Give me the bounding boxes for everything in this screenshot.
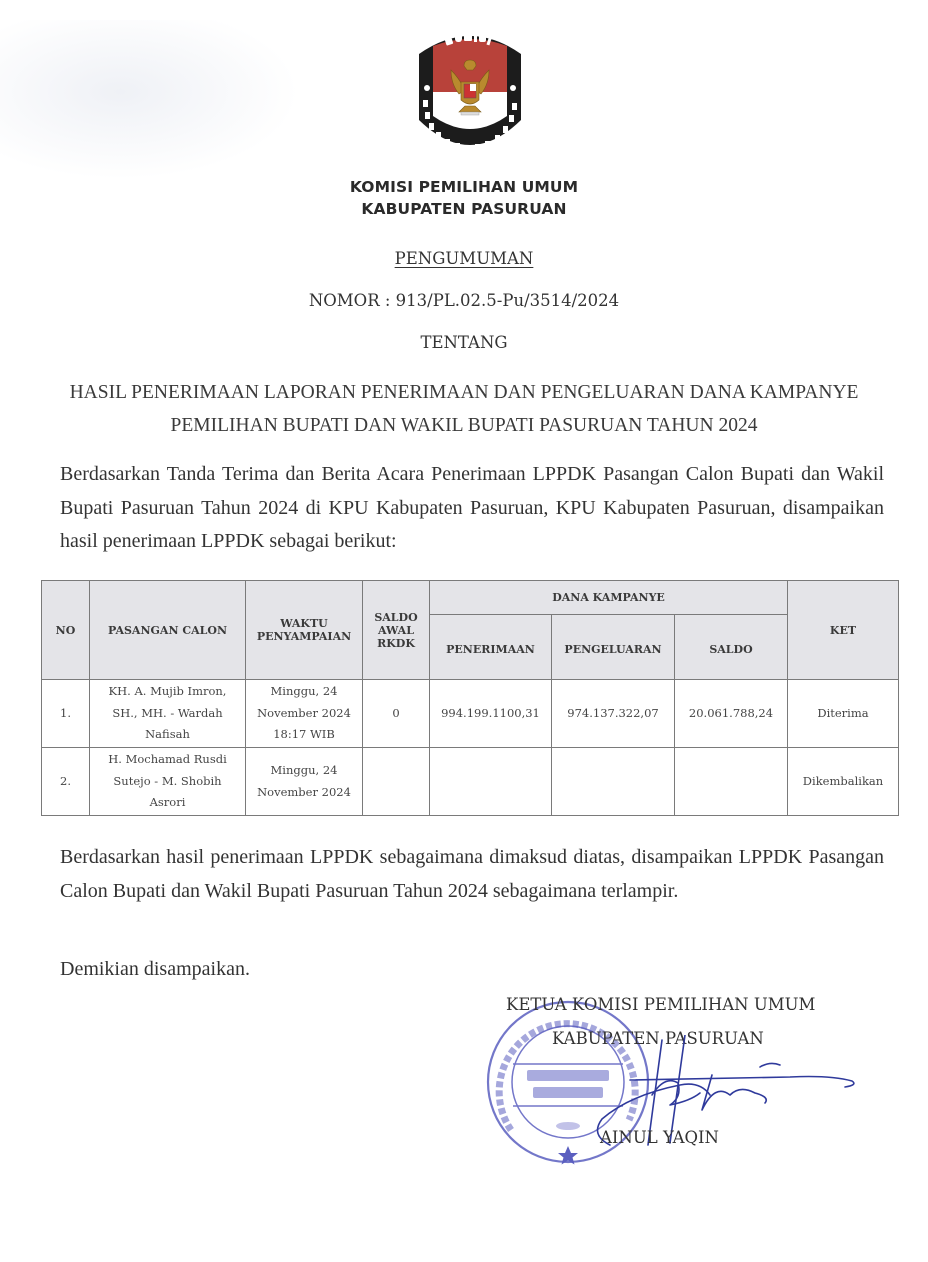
header-receipts: PENERIMAAN: [430, 615, 552, 680]
table-row: [42, 748, 899, 816]
cell-no: 2.: [42, 748, 90, 816]
cell-candidates: H. Mochamad Rusdi Sutejo - M. Shobih Asrori: [90, 748, 246, 816]
cell-receipts: 994.199.1100,31: [430, 680, 552, 748]
org-name-line1: KOMISI PEMILIHAN UMUM: [349, 178, 579, 196]
header-opening-balance: SALDO AWAL RKDK: [363, 581, 430, 680]
header-remarks: KET: [788, 581, 899, 680]
signatory-name: AINUL YAQIN: [600, 1128, 719, 1147]
announcement-heading: PENGUMUMAN: [394, 249, 534, 268]
table-row: [42, 680, 899, 748]
cell-remarks: Diterima: [788, 680, 899, 748]
conclusion-paragraph: Berdasarkan hasil penerimaan LPPDK sebagaimana dimaksud diatas, disampaikan LPPDK Pasangan Calon Bupati dan Wakil Bupati Pasuruan Tahun 2024 sebagaimana terlampir.: [60, 846, 884, 902]
cell-time: Minggu, 24 November 2024 18:17 WIB: [246, 680, 363, 748]
signatory-title-line2: KABUPATEN PASURUAN: [552, 1029, 764, 1048]
cell-receipts: [430, 748, 552, 816]
kpu-logo-icon: [411, 24, 529, 160]
header-expenses: PENGELUARAN: [552, 615, 675, 680]
announcement-number: NOMOR : 913/PL.02.5-Pu/3514/2024: [308, 291, 620, 310]
closing-text: Demikian disampaikan.: [60, 958, 250, 980]
header-no: NO: [42, 581, 90, 680]
cell-opening-balance: [363, 748, 430, 816]
header-candidates: PASANGAN CALON: [90, 581, 246, 680]
cell-no: 1.: [42, 680, 90, 748]
cell-time: Minggu, 24 November 2024: [246, 748, 363, 816]
signatory-title-line1: KETUA KOMISI PEMILIHAN UMUM: [506, 995, 816, 1014]
cell-expenses: [552, 748, 675, 816]
cell-balance: [675, 748, 788, 816]
table-header-row: [42, 581, 899, 615]
campaign-funds-table: [41, 580, 899, 816]
intro-paragraph: Berdasarkan Tanda Terima dan Berita Acara Penerimaan LPPDK Pasangan Calon Bupati dan Wakil Bupati Pasuruan Tahun 2024 di KPU Kabupaten Pasuruan, KPU Kabupaten Pasuruan, disampaikan hasil penerimaan LPPDK sebagai berikut:: [60, 463, 884, 552]
cell-expenses: 974.137.322,07: [552, 680, 675, 748]
announcement-title-line1: HASIL PENERIMAAN LAPORAN PENERIMAAN DAN PENGELUARAN DANA KAMPANYE: [69, 382, 859, 403]
announcement-about: TENTANG: [420, 333, 508, 352]
header-balance: SALDO: [675, 615, 788, 680]
announcement-title-line2: PEMILIHAN BUPATI DAN WAKIL BUPATI PASURUAN TAHUN 2024: [170, 415, 758, 436]
org-name-line2: KABUPATEN PASURUAN: [361, 200, 567, 218]
cell-remarks: Dikembalikan: [788, 748, 899, 816]
cell-candidates: KH. A. Mujib Imron, SH., MH. - Wardah Nafisah: [90, 680, 246, 748]
header-campaign-funds: DANA KAMPANYE: [430, 581, 788, 615]
header-time: WAKTU PENYAMPAIAN: [246, 581, 363, 680]
cell-opening-balance: 0: [363, 680, 430, 748]
cell-balance: 20.061.788,24: [675, 680, 788, 748]
scan-shading: [0, 20, 300, 180]
